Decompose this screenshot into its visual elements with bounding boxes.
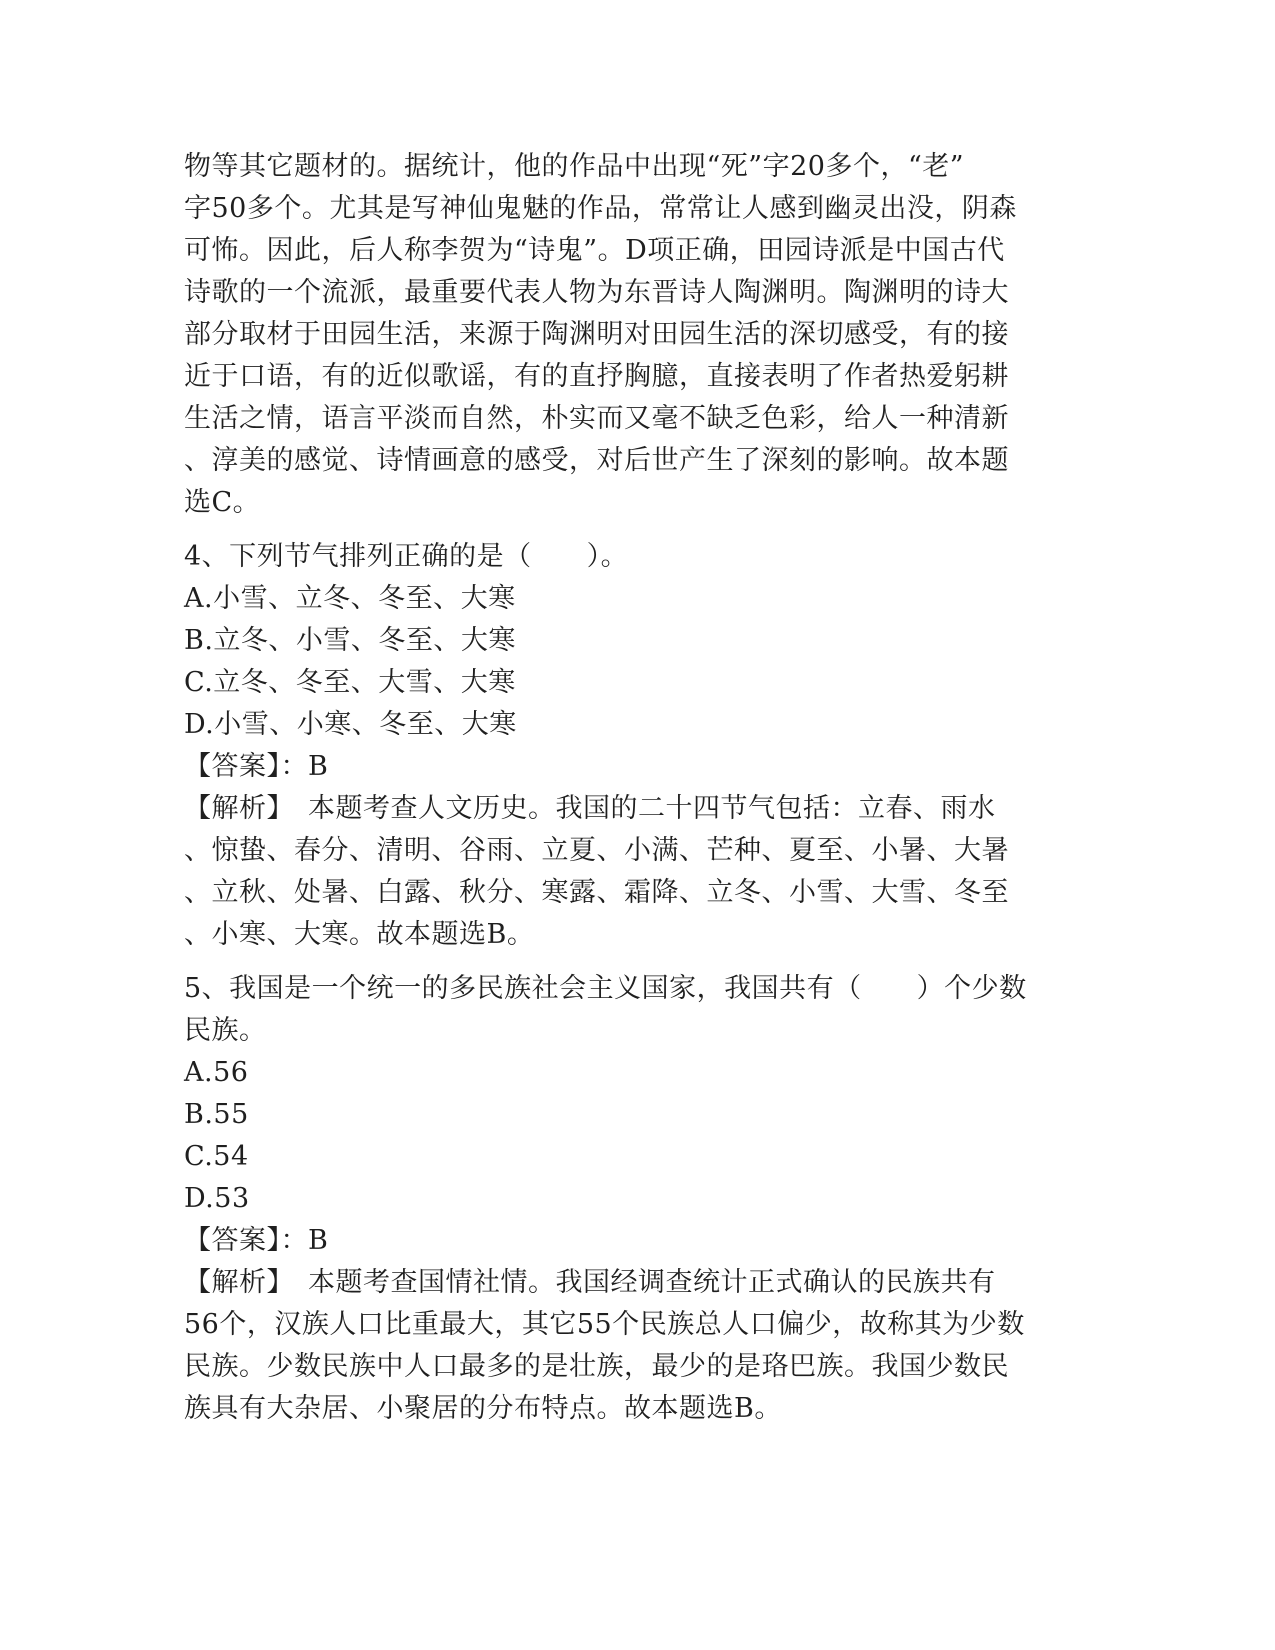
answer: 【答案】：B	[184, 751, 329, 782]
explanation-line: 【解析】 本题考查人文历史。我国的二十四节气包括：立春、雨水	[184, 793, 996, 824]
question-5	[184, 968, 1084, 1430]
previous-explanation	[184, 146, 1084, 524]
option-a: A.56	[184, 1057, 249, 1088]
option-a: A.小雪、立冬、冬至、大寒	[184, 583, 516, 614]
explanation-line: 可怖。因此，后人称李贺为“诗鬼”。D项正确，田园诗派是中国古代	[184, 235, 1005, 266]
spacer	[184, 956, 1084, 968]
explanation-line: 字50多个。尤其是写神仙鬼魅的作品，常常让人感到幽灵出没，阴森	[184, 193, 1017, 224]
question-text: 5、我国是一个统一的多民族社会主义国家，我国共有（ ）个少数	[184, 973, 1027, 1004]
explanation-line: 、淳美的感觉、诗情画意的感受，对后世产生了深刻的影响。故本题	[184, 445, 1009, 476]
explanation-line: 【解析】 本题考查国情社情。我国经调查统计正式确认的民族共有	[184, 1267, 996, 1298]
question-4	[184, 536, 1084, 956]
explanation-line: 部分取材于田园生活，来源于陶渊明对田园生活的深切感受，有的接	[184, 319, 1009, 350]
option-c: C.立冬、冬至、大雪、大寒	[184, 667, 516, 698]
option-d: D.小雪、小寒、冬至、大寒	[184, 709, 517, 740]
explanation-line: 选C。	[184, 487, 261, 518]
option-b: B.立冬、小雪、冬至、大寒	[184, 625, 516, 656]
explanation-line: 、惊蛰、春分、清明、谷雨、立夏、小满、芒种、夏至、小暑、大暑	[184, 835, 1009, 866]
option-c: C.54	[184, 1141, 249, 1172]
explanation-line: 近于口语，有的近似歌谣，有的直抒胸臆，直接表明了作者热爱躬耕	[184, 361, 1009, 392]
explanation-line: 民族。少数民族中人口最多的是壮族，最少的是珞巴族。我国少数民	[184, 1351, 1009, 1382]
spacer	[184, 524, 1084, 536]
option-d: D.53	[184, 1183, 250, 1214]
explanation-line: 生活之情，语言平淡而自然，朴实而又毫不缺乏色彩，给人一种清新	[184, 403, 1009, 434]
explanation-line: 、小寒、大寒。故本题选B。	[184, 919, 535, 950]
explanation-line: 族具有大杂居、小聚居的分布特点。故本题选B。	[184, 1393, 782, 1424]
explanation-line: 物等其它题材的。据统计，他的作品中出现“死”字20多个，“老”	[184, 151, 965, 182]
question-text: 4、下列节气排列正确的是（ ）。	[184, 541, 629, 572]
question-text: 民族。	[184, 1015, 267, 1046]
explanation-line: 诗歌的一个流派，最重要代表人物为东晋诗人陶渊明。陶渊明的诗大	[184, 277, 1009, 308]
answer: 【答案】：B	[184, 1225, 329, 1256]
document-page	[184, 146, 1084, 1430]
option-b: B.55	[184, 1099, 249, 1130]
explanation-line: 、立秋、处暑、白露、秋分、寒露、霜降、立冬、小雪、大雪、冬至	[184, 877, 1009, 908]
explanation-line: 56个，汉族人口比重最大，其它55个民族总人口偏少，故称其为少数	[184, 1309, 1025, 1340]
